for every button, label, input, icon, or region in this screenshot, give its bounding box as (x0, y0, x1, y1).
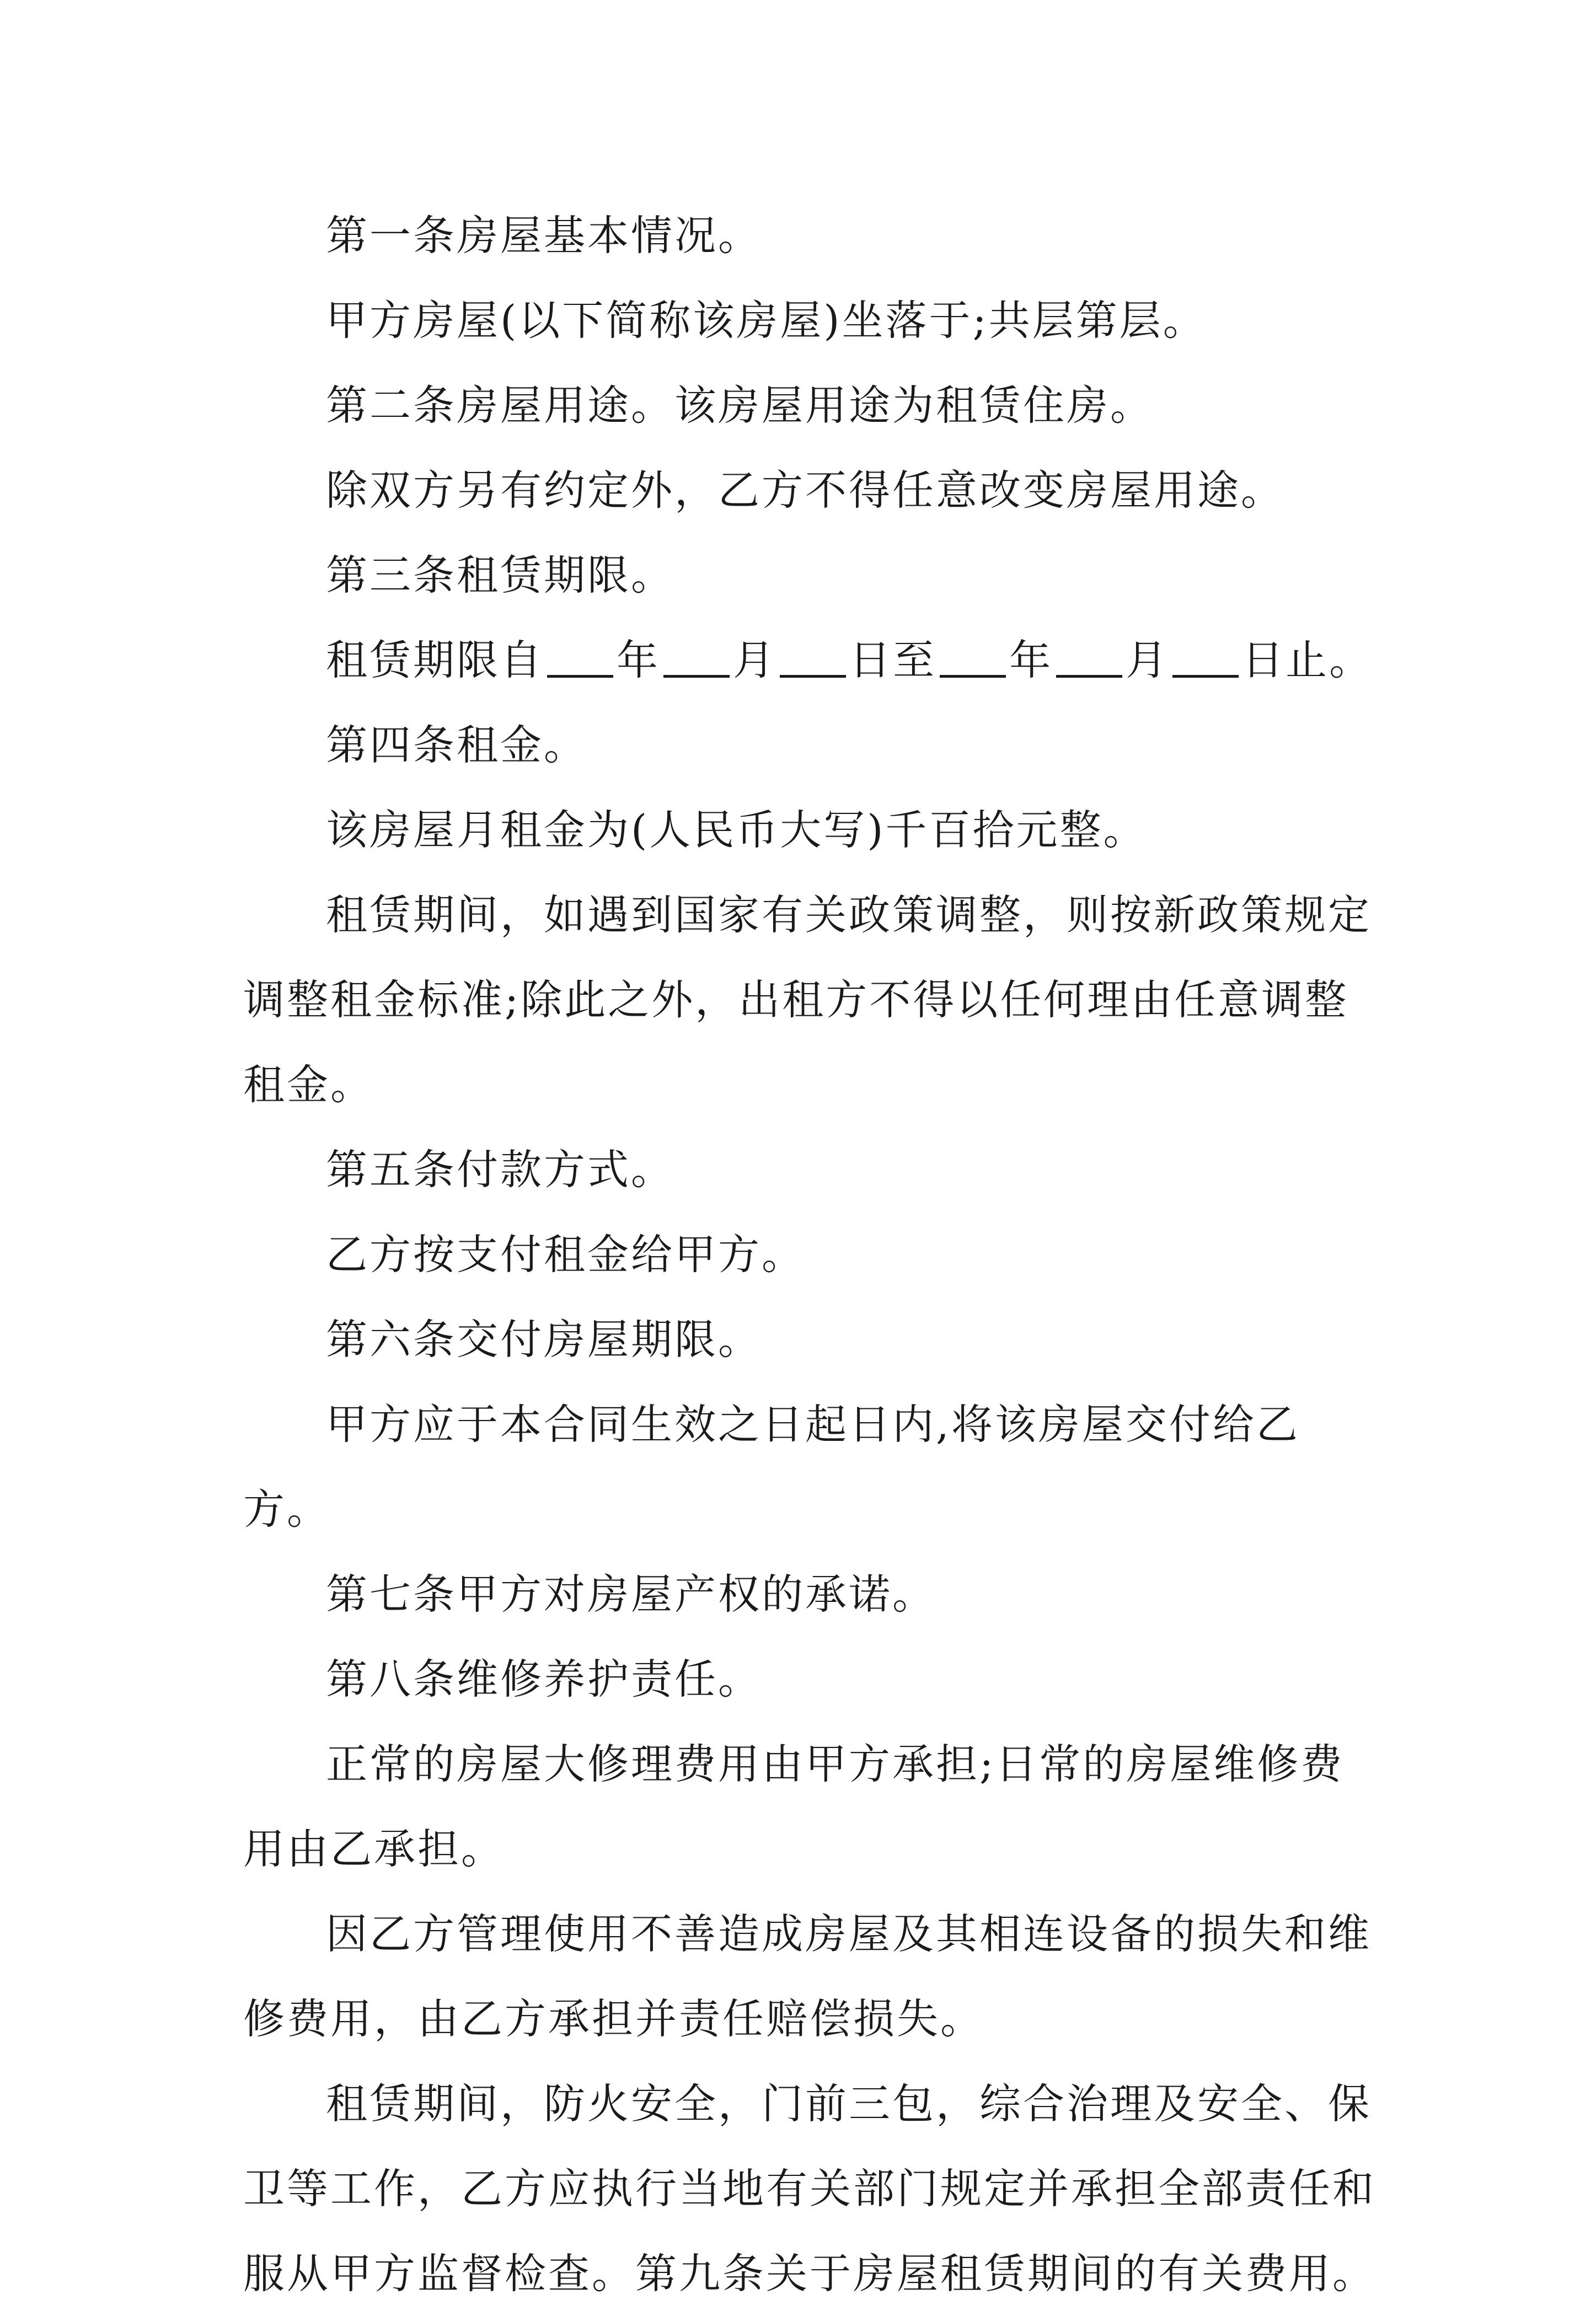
property-location-text: 甲方房屋(以下简称该房屋)坐落于;共层第层。 (326, 296, 1207, 345)
end-year-label: 年 (1009, 636, 1053, 684)
end-day-label: 日止。 (1242, 636, 1373, 684)
rent-adjustment-text: 租赁期间，如遇到国家有关政策调整，则按新政策规定调整租金标准;除此之外，出租方不得以任何理由任意调整租金。 (243, 891, 1372, 1109)
article-8-heading: 第八条维修养护责任。 (326, 1655, 762, 1703)
start-month-label: 月 (733, 636, 777, 684)
property-use-restriction-text: 除双方另有约定外，乙方不得任意改变房屋用途。 (326, 466, 1285, 514)
damage-liability-text: 因乙方管理使用不善造成房屋及其相连设备的损失和维修费用，由乙方承担并责任赔偿损失。 (243, 1910, 1372, 2043)
delivery-deadline-text: 甲方应于本合同生效之日起日内,将该房屋交付给乙方。 (243, 1400, 1300, 1534)
article-3-heading: 第三条租赁期限。 (326, 551, 675, 599)
end-month-label: 月 (1126, 636, 1170, 684)
end-month-blank (1056, 674, 1122, 678)
start-day-label: 日至 (849, 636, 937, 684)
article-6-heading: 第六条交付房屋期限。 (326, 1315, 762, 1364)
monthly-rent-text: 该房屋月租金为(人民币大写)千百拾元整。 (326, 806, 1147, 854)
start-year-label: 年 (617, 636, 661, 684)
article-7-heading: 第七条甲方对房屋产权的承诺。 (326, 1570, 936, 1618)
article-2-heading: 第二条房屋用途。该房屋用途为租赁住房。 (326, 381, 1154, 430)
start-month-blank (663, 674, 730, 678)
article-1-heading: 第一条房屋基本情况。 (326, 211, 762, 260)
lease-term-prefix: 租赁期限自 (326, 636, 544, 684)
article-4-heading: 第四条租金。 (326, 721, 588, 769)
start-year-blank (547, 674, 613, 678)
end-day-blank (1172, 674, 1239, 678)
document-body (243, 193, 1379, 2316)
lease-term-line (243, 618, 1379, 703)
safety-responsibility-text: 租赁期间，防火安全，门前三包，综合治理及安全、保卫等工作，乙方应执行当地有关部门规定并承担全部责任和服从甲方监督检查。第九条关于房屋租赁期间的有关费用。 (243, 2079, 1377, 2298)
end-year-blank (940, 674, 1006, 678)
start-day-blank (780, 674, 846, 678)
article-5-heading: 第五条付款方式。 (326, 1145, 675, 1194)
payment-method-text: 乙方按支付租金给甲方。 (326, 1230, 806, 1279)
repair-cost-text: 正常的房屋大修理费用由甲方承担;日常的房屋维修费用由乙承担。 (243, 1740, 1345, 1873)
